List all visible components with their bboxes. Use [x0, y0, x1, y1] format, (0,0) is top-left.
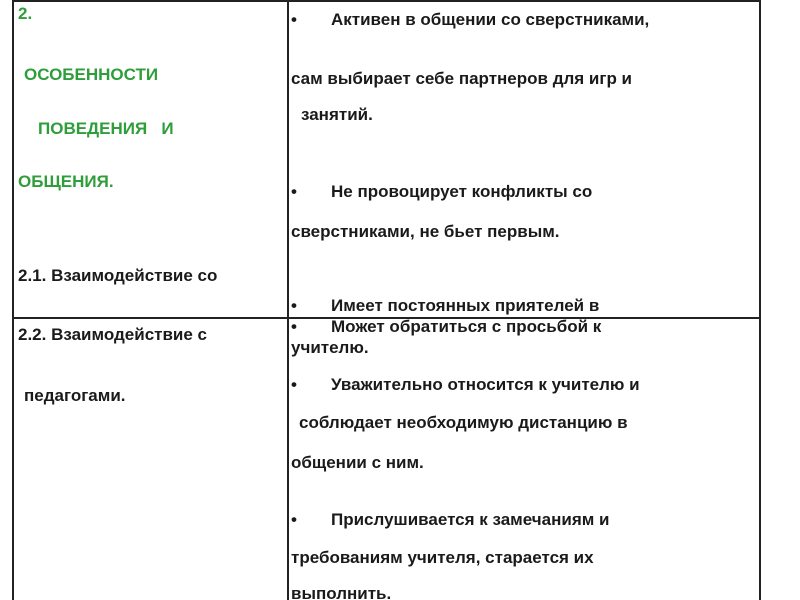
table-cell-teacher-heading — [14, 319, 287, 600]
list-item-continuation: занятий. — [301, 105, 373, 124]
section-title-line-1: ОСОБЕННОСТИ — [24, 65, 159, 84]
subsection-teachers-title: 2.2. Взаимодействие с — [18, 325, 208, 344]
table-cell-peer-interaction — [289, 2, 759, 317]
bullet-icon: • — [291, 182, 297, 201]
table-border-right — [759, 0, 761, 600]
bullet-icon: • — [291, 10, 297, 29]
table-cell-behavior-heading — [14, 2, 287, 317]
subsection-peers-title: 2.1. Взаимодействие со — [18, 266, 218, 285]
list-item-continuation: сам выбирает себе партнеров для игр и — [291, 69, 633, 88]
list-item-continuation: общении с ним. — [291, 453, 424, 472]
bullet-icon: • — [291, 319, 297, 336]
section-title-line-3: ОБЩЕНИЯ. — [18, 172, 114, 191]
list-item-continuation: соблюдает необходимую дистанцию в — [299, 413, 628, 432]
bullet-icon: • — [291, 296, 297, 315]
bullet-icon: • — [291, 510, 297, 529]
list-item: • Активен в общении со сверстниками, — [291, 10, 650, 29]
list-item: • Имеет постоянных приятелей в — [291, 296, 600, 315]
list-item: • Уважительно относится к учителю и — [291, 375, 640, 394]
section-title-line-2: ПОВЕДЕНИЯ И — [38, 119, 174, 138]
bullet-icon: • — [291, 375, 297, 394]
list-item-continuation: требованиям учителя, старается их — [291, 548, 594, 567]
section-number: 2. — [18, 4, 33, 23]
list-item-continuation: учителю. — [291, 338, 369, 357]
list-item: • Может обратиться с просьбой к — [291, 319, 602, 336]
list-item-continuation: сверстниками, не бьет первым. — [291, 222, 560, 241]
list-item-continuation: выполнить. — [291, 584, 392, 600]
list-item: • Прислушивается к замечаниям и — [291, 510, 610, 529]
table-cell-teacher-interaction — [289, 319, 759, 600]
list-item: • Не провоцирует конфликты со — [291, 182, 593, 201]
subsection-teachers-title-cont: педагогами. — [24, 386, 126, 405]
